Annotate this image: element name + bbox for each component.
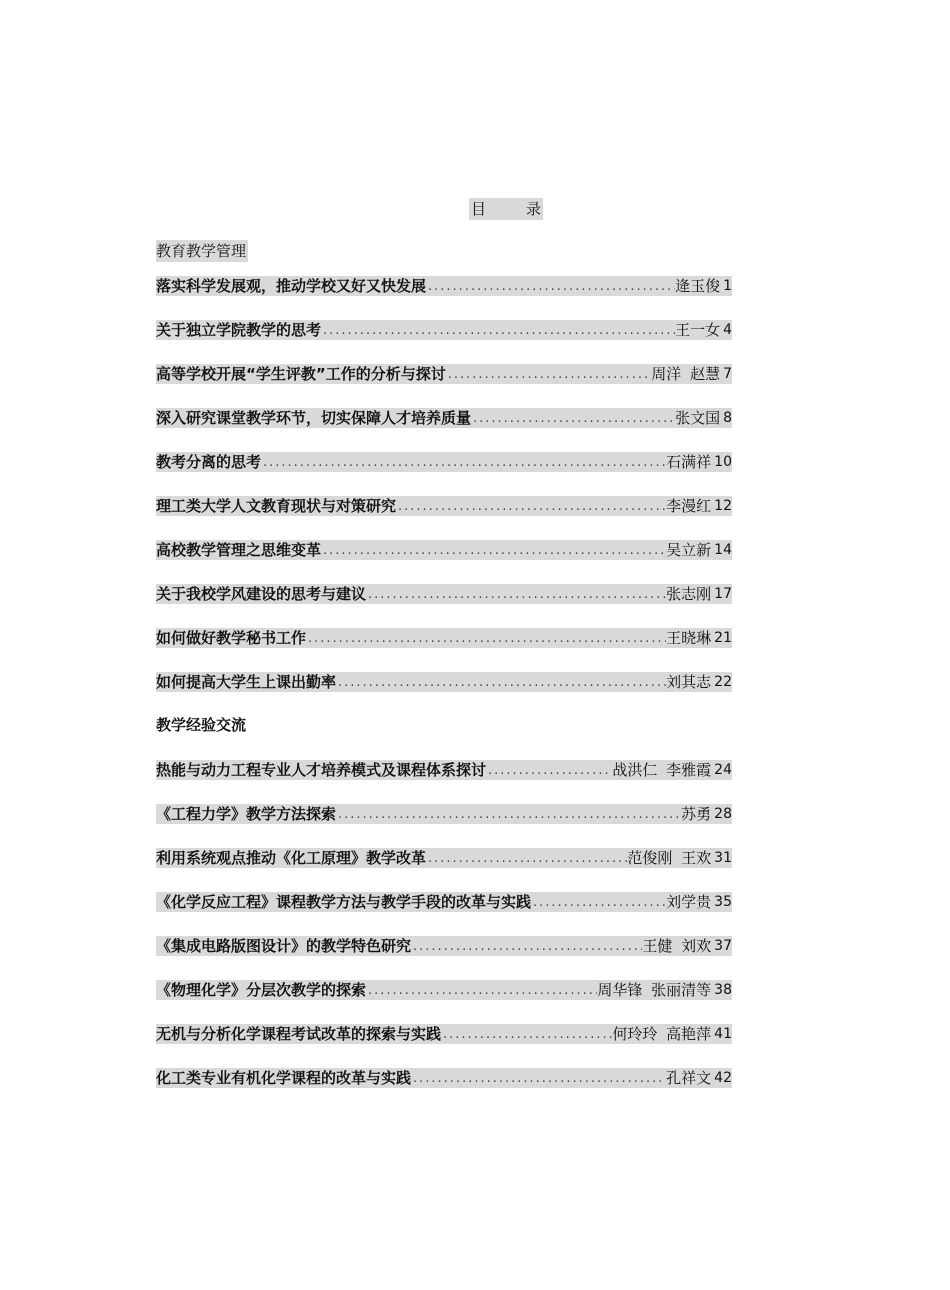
toc-entry-title: 化工类专业有机化学课程的改革与实践 (156, 1069, 412, 1087)
toc-entry-page: 4 (723, 322, 732, 338)
toc-entry-title: 利用系统观点推动《化工原理》教学改革 (156, 849, 427, 867)
toc-entry-author: 王晓琳 (666, 629, 712, 647)
toc-entry-author: 李漫红 (666, 497, 712, 515)
toc-entry-title: 《工程力学》教学方法探索 (156, 805, 337, 823)
toc-entry-title: 落实科学发展观，推动学校又好又快发展 (156, 277, 427, 295)
toc-entry-page: 21 (714, 630, 732, 646)
dot-leader (411, 1070, 666, 1088)
toc-title-part1: 目 (471, 200, 487, 218)
toc-entry-author: 战洪仁 李雅霞 (612, 761, 712, 779)
toc-entry[interactable] (156, 320, 732, 340)
toc-entry-title: 热能与动力工程专业人才培养模式及课程体系探讨 (156, 761, 487, 779)
toc-entry[interactable] (156, 1068, 732, 1088)
toc-entry-page: 37 (714, 938, 732, 954)
dot-leader (411, 938, 642, 956)
toc-entry-title: 如何做好教学秘书工作 (156, 629, 307, 647)
dot-leader (306, 630, 666, 648)
toc-entry-author: 张志刚 (666, 585, 712, 603)
toc-entry-page: 31 (714, 850, 732, 866)
toc-entry[interactable] (156, 804, 732, 824)
toc-entry-page: 41 (714, 1026, 732, 1042)
toc-entry-author: 刘其志 (666, 673, 712, 691)
toc-entry-page: 28 (714, 806, 732, 822)
dot-leader (531, 894, 666, 912)
toc-entry[interactable] (156, 584, 732, 604)
toc-entry[interactable] (156, 496, 732, 516)
toc-entry-page: 35 (714, 894, 732, 910)
toc-entry-page: 10 (714, 454, 732, 470)
dot-leader (441, 1026, 612, 1044)
toc-entry[interactable] (156, 452, 732, 472)
toc-entry-author: 范俊刚 王欢 (627, 849, 712, 867)
toc-entry[interactable] (156, 672, 732, 692)
toc-entry-title: 关于我校学风建设的思考与建议 (156, 585, 367, 603)
toc-entry-author: 张文国 (675, 409, 721, 427)
toc-entry-page: 8 (723, 410, 732, 426)
toc-entry[interactable] (156, 1024, 732, 1044)
toc-entry-author: 孔祥文 (666, 1069, 712, 1087)
toc-entry-page: 22 (714, 674, 732, 690)
dot-leader (426, 850, 627, 868)
toc-entry-author: 刘学贵 (666, 893, 712, 911)
toc-entry-author: 周洋 赵慧 (651, 365, 721, 383)
toc-entry-author: 石满祥 (666, 453, 712, 471)
toc-entry-page: 1 (723, 278, 732, 294)
dot-leader (261, 454, 666, 472)
toc-entry[interactable] (156, 540, 732, 560)
toc-title (469, 198, 543, 220)
toc-entry[interactable] (156, 980, 732, 1000)
dot-leader (336, 674, 666, 692)
toc-entry[interactable] (156, 848, 732, 868)
toc-entry-title: 《集成电路版图设计》的教学特色研究 (156, 937, 412, 955)
toc-entry[interactable] (156, 892, 732, 912)
dot-leader (321, 542, 666, 560)
toc-entry-page: 7 (723, 366, 732, 382)
toc-entry-page: 42 (714, 1070, 732, 1086)
dot-leader (321, 322, 675, 340)
toc-entry-page: 12 (714, 498, 732, 514)
toc-entry-page: 17 (714, 586, 732, 602)
dot-leader (366, 586, 666, 604)
toc-entry-title: 无机与分析化学课程考试改革的探索与实践 (156, 1025, 442, 1043)
toc-entry-title: 关于独立学院教学的思考 (156, 321, 322, 339)
toc-entry-title: 深入研究课堂教学环节，切实保障人才培养质量 (156, 409, 472, 427)
toc-entry[interactable] (156, 408, 732, 428)
dot-leader (426, 278, 675, 296)
toc-entry[interactable] (156, 276, 732, 296)
toc-entry-author: 何玲玲 高艳萍 (612, 1025, 712, 1043)
toc-entry-author: 王一女 (675, 321, 721, 339)
toc-entry-title: 教考分离的思考 (156, 453, 262, 471)
toc-entry[interactable] (156, 936, 732, 956)
dot-leader (366, 982, 597, 1000)
toc-entry-page: 38 (714, 982, 732, 998)
toc-entry-author: 苏勇 (681, 805, 712, 823)
dot-leader (486, 762, 612, 780)
toc-entry[interactable] (156, 628, 732, 648)
toc-entry-title: 《物理化学》分层次教学的探索 (156, 981, 367, 999)
section-heading-management: 教育教学管理 (156, 242, 247, 260)
toc-entry-title: 《化学反应工程》课程教学方法与教学手段的改革与实践 (156, 893, 532, 911)
toc-entry-author: 逄玉俊 (675, 277, 721, 295)
toc-entry-author: 王健 刘欢 (642, 937, 712, 955)
toc-entry-title: 理工类大学人文教育现状与对策研究 (156, 497, 397, 515)
section-heading-experience: 教学经验交流 (156, 716, 247, 734)
toc-entry-author: 吴立新 (666, 541, 712, 559)
toc-entry[interactable] (156, 760, 732, 780)
dot-leader (396, 498, 666, 516)
toc-entry[interactable] (156, 364, 732, 384)
toc-entry-title: 如何提高大学生上课出勤率 (156, 673, 337, 691)
dot-leader (471, 410, 675, 428)
toc-entry-page: 14 (714, 542, 732, 558)
toc-entry-title: 高等学校开展“学生评教”工作的分析与探讨 (156, 365, 446, 383)
toc-entry-author: 周华锋 张丽清等 (597, 981, 712, 999)
toc-title-part2: 录 (526, 200, 542, 218)
dot-leader (336, 806, 681, 824)
toc-entry-title: 高校教学管理之思维变革 (156, 541, 322, 559)
toc-entry-page: 24 (714, 762, 732, 778)
dot-leader (446, 366, 652, 384)
